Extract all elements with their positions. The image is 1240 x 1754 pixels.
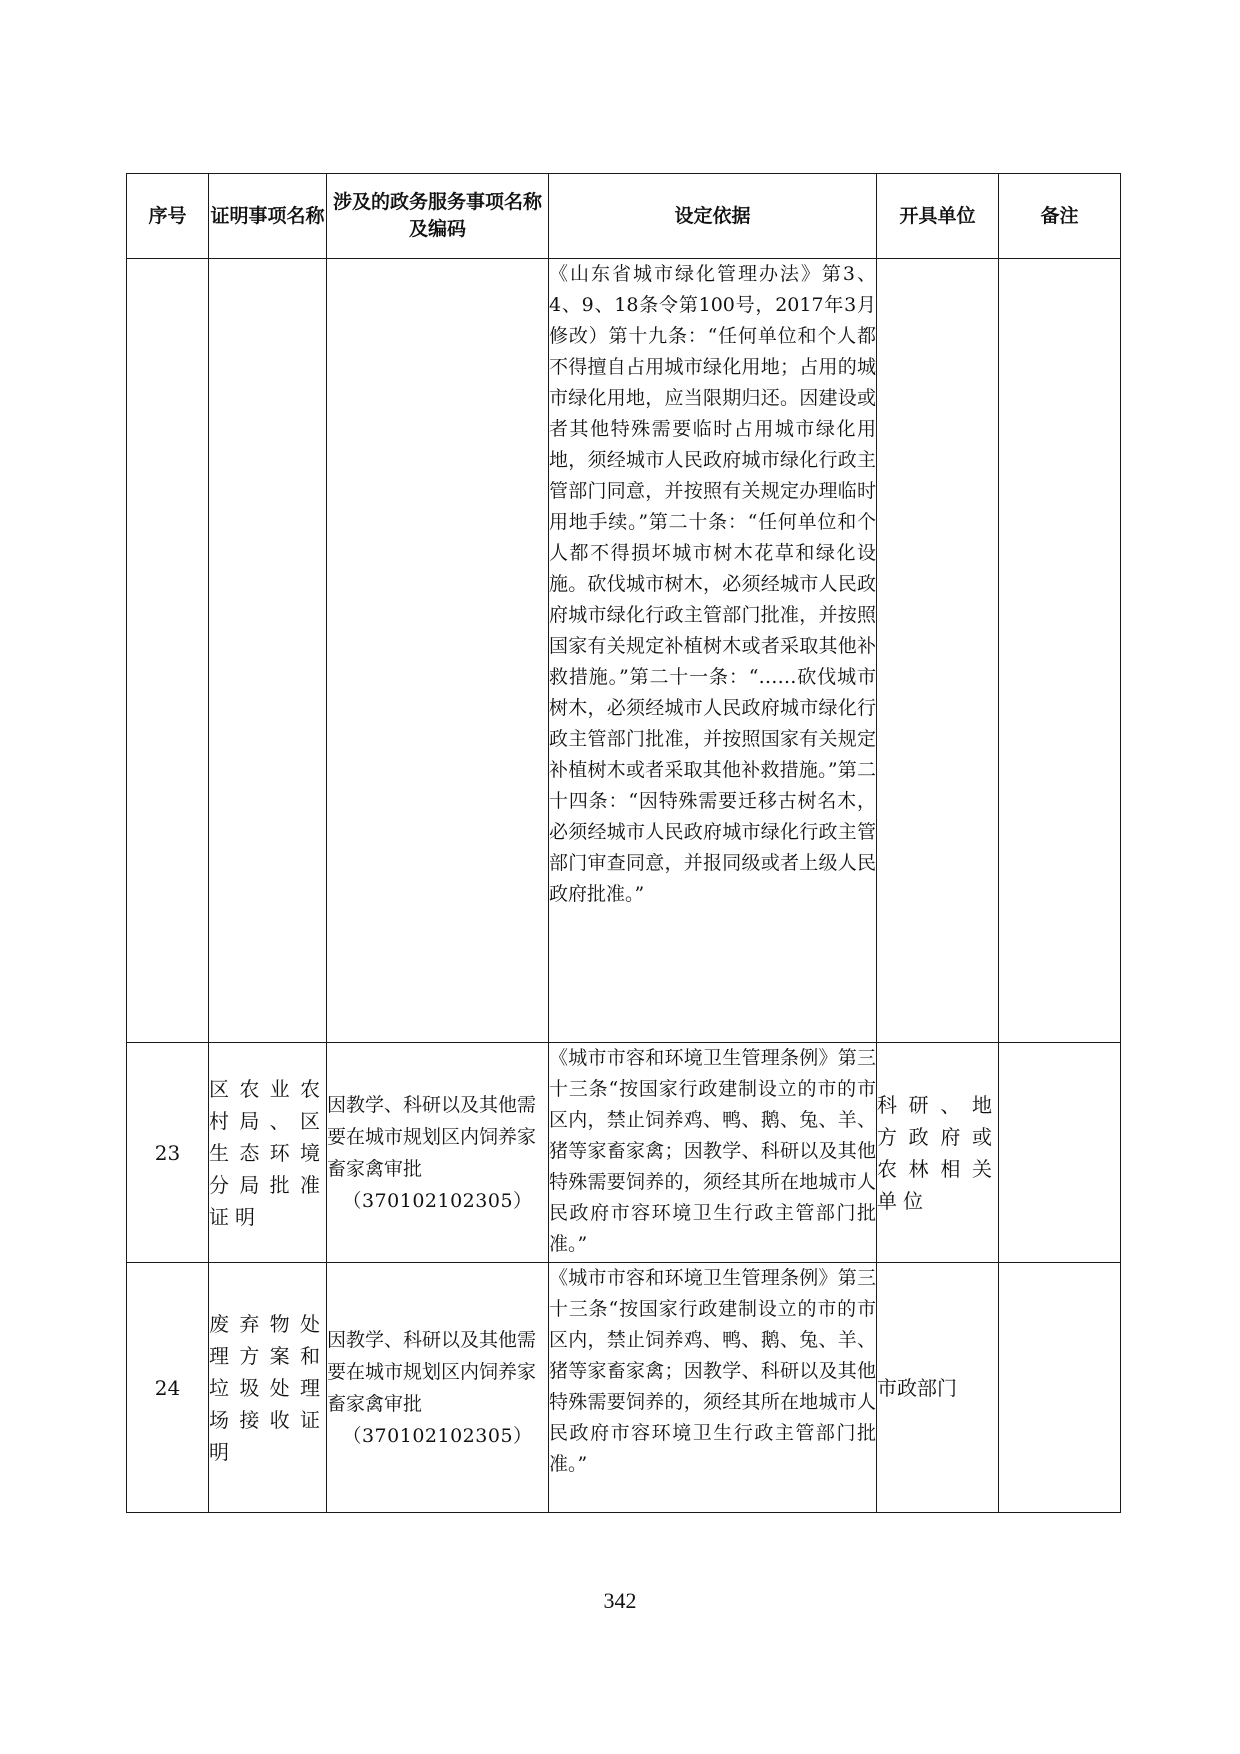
row-issuing-unit: 科研、地方政府或农林相关单位	[877, 1043, 999, 1263]
row-service-code: （370102102305）	[342, 1189, 533, 1212]
row-note	[999, 1043, 1121, 1263]
page-number: 342	[603, 1588, 637, 1613]
row-note	[999, 259, 1121, 1043]
row-basis: 《山东省城市绿化管理办法》第3、4、9、18条令第100号，2017年3月修改）第十九条：“任何单位和个人都不得擅自占用城市绿化用地；占用的城市绿化用地，应当限期归还。因建设或者其他特殊需要临时占用城市绿化用地，须经城市人民政府城市绿化行政主管部门同意，并按照有关规定办理临时用地手续。”第二十条：“任何单位和个人都不得损坏城市树木花草和绿化设施。砍伐城市树木，必须经城市人民政府城市绿化行政主管部门批准，并按照国家有关规定补植树木或者采取其他补救措施。”第二十一条：“……砍伐城市树木，必须经城市人民政府城市绿化行政主管部门批准，并按照国家有关规定补植树木或者采取其他补救措施。”第二十四条：“因特殊需要迁移古树名木，必须经城市人民政府城市绿化行政主管部门审查同意，并报同级或者上级人民政府批准。”	[549, 259, 877, 1043]
row-issuing-unit: 市政部门	[877, 1263, 999, 1513]
certificate-items-table	[126, 173, 1121, 1513]
header-service: 涉及的政务服务事项名称及编码	[327, 174, 549, 259]
row-basis: 《城市市容和环境卫生管理条例》第三十三条“按国家行政建制设立的市的市区内，禁止饲养鸡、鸭、鹅、兔、羊、猪等家畜家禽；因教学、科研以及其他特殊需要饲养的，须经其所在地城市人民政府市容环境卫生行政主管部门批准。”	[549, 1043, 877, 1263]
row-issuing-unit	[877, 259, 999, 1043]
table-row	[127, 1043, 1121, 1263]
row-service-name: 因教学、科研以及其他需要在城市规划区内饲养家畜家禽审批	[327, 1093, 537, 1180]
row-seq: 23	[127, 1043, 209, 1263]
row-service	[327, 1263, 549, 1513]
row-service	[327, 259, 549, 1043]
row-seq	[127, 259, 209, 1043]
header-note: 备注	[999, 174, 1121, 259]
table-header-row	[127, 174, 1121, 259]
row-service	[327, 1043, 549, 1263]
row-seq: 24	[127, 1263, 209, 1513]
header-name: 证明事项名称	[209, 174, 327, 259]
row-service-name: 因教学、科研以及其他需要在城市规划区内饲养家畜家禽审批	[327, 1328, 537, 1415]
header-unit: 开具单位	[877, 174, 999, 259]
header-seq: 序号	[127, 174, 209, 259]
row-note	[999, 1263, 1121, 1513]
table-row	[127, 1263, 1121, 1513]
table-row	[127, 259, 1121, 1043]
header-basis: 设定依据	[549, 174, 877, 259]
row-certificate-name	[209, 259, 327, 1043]
row-basis: 《城市市容和环境卫生管理条例》第三十三条“按国家行政建制设立的市的市区内，禁止饲养鸡、鸭、鹅、兔、羊、猪等家畜家禽；因教学、科研以及其他特殊需要饲养的，须经其所在地城市人民政府市容环境卫生行政主管部门批准。”	[549, 1263, 877, 1513]
row-certificate-name: 区农业农村局、区生态环境分局批准证明	[209, 1043, 327, 1263]
row-service-code: （370102102305）	[342, 1424, 533, 1447]
row-certificate-name: 废弃物处理方案和垃圾处理场接收证明	[209, 1263, 327, 1513]
